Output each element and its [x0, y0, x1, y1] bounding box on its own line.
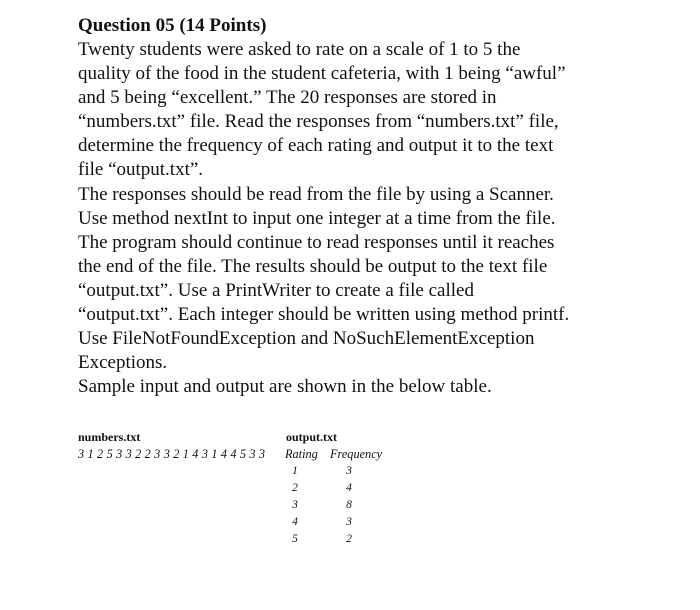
- text-line: Use method nextInt to input one integer at a time from the file.: [78, 207, 556, 229]
- text-line: “output.txt”. Each integer should be written using method printf.: [78, 304, 570, 326]
- text-line: file “output.txt”.: [78, 159, 204, 181]
- text-line: “numbers.txt” file. Read the responses from “numbers.txt” file,: [78, 111, 559, 133]
- rating-cell: 5: [292, 533, 298, 545]
- frequency-cell: 3: [346, 516, 352, 528]
- input-values: 3 1 2 5 3 3 2 2 3 3 2 1 4 3 1 4 4 5 3 3: [78, 447, 266, 461]
- frequency-cell: 2: [346, 533, 352, 545]
- frequency-column-header: Frequency: [330, 447, 383, 461]
- text-line: quality of the food in the student cafeteria, with 1 being “awful”: [78, 63, 566, 85]
- rating-cell: 4: [292, 516, 298, 528]
- text-line: and 5 being “excellent.” The 20 responses are stored in: [78, 87, 497, 109]
- paragraph-description: [78, 38, 678, 183]
- paragraph-requirements: [78, 183, 678, 376]
- text-line: The responses should be read from the file by using a Scanner.: [78, 183, 554, 205]
- rating-column-header: Rating: [285, 447, 318, 461]
- frequency-cell: 4: [346, 482, 352, 494]
- frequency-cell: 8: [346, 499, 352, 511]
- text-line: The program should continue to read responses until it reaches: [78, 231, 555, 253]
- text-line: Exceptions.: [78, 352, 168, 374]
- rating-cell: 1: [292, 465, 298, 477]
- output-file-header: output.txt: [286, 430, 338, 444]
- text-line: determine the frequency of each rating and output it to the text: [78, 135, 554, 157]
- text-line: the end of the file. The results should be output to the text file: [78, 255, 548, 277]
- text-line: Sample input and output are shown in the below table.: [78, 376, 492, 398]
- rating-cell: 2: [292, 482, 298, 494]
- text-line: Twenty students were asked to rate on a scale of 1 to 5 the: [78, 39, 521, 60]
- paragraph-sample-intro: [78, 375, 678, 399]
- text-line: “output.txt”. Use a PrintWriter to create a file called: [78, 279, 474, 301]
- question-block: [78, 14, 678, 399]
- rating-cell: 3: [292, 499, 298, 511]
- frequency-cell: 3: [346, 465, 352, 477]
- text-line: Use FileNotFoundException and NoSuchElementException: [78, 328, 535, 350]
- input-file-header: numbers.txt: [78, 430, 141, 444]
- question-title: Question 05 (14 Points): [78, 15, 267, 36]
